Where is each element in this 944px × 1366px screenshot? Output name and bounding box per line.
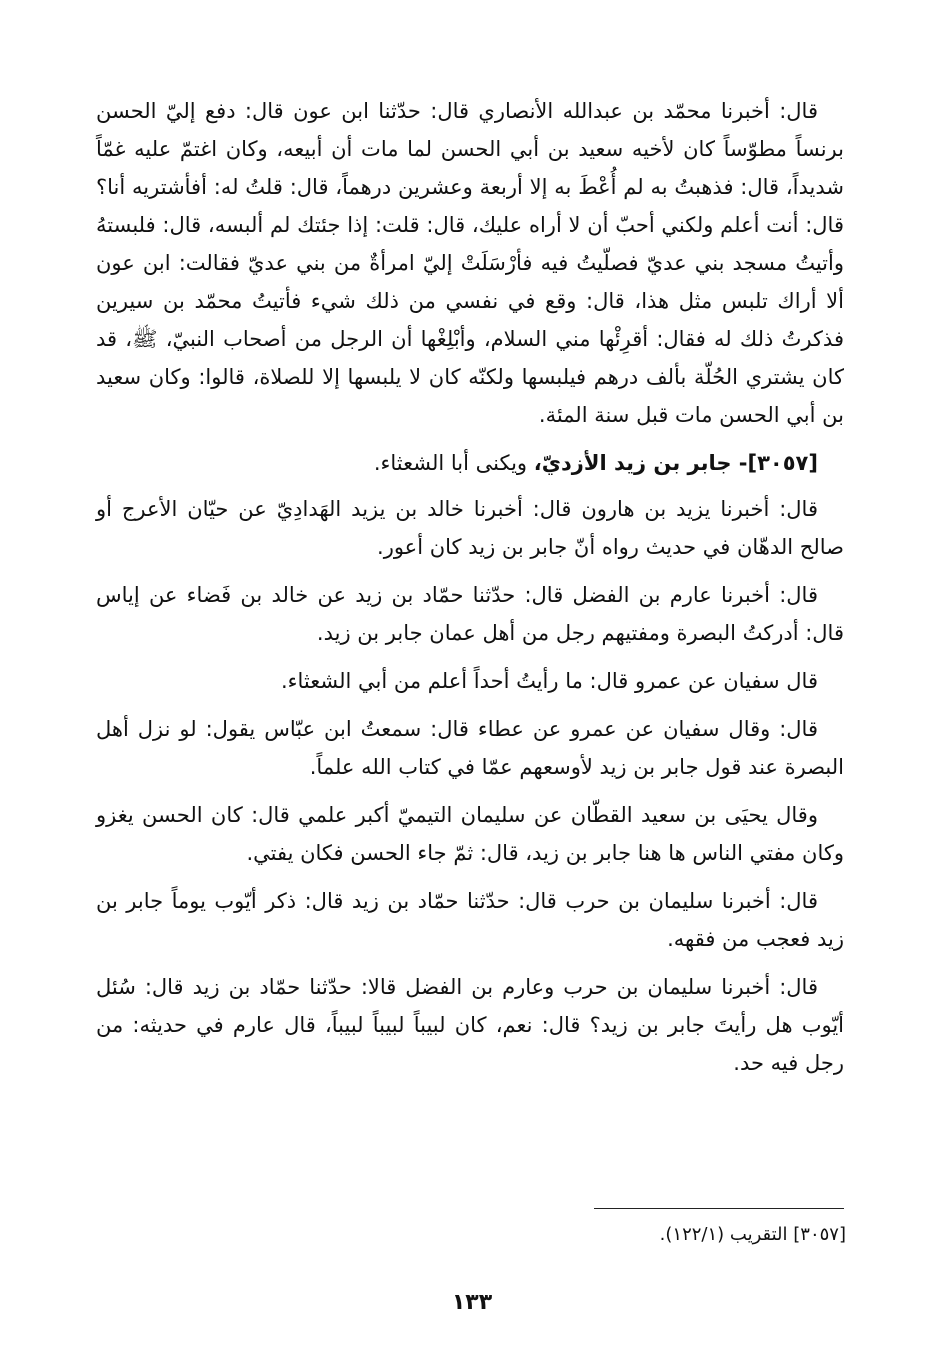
footnote-divider <box>594 1208 844 1209</box>
paragraph-arim-ibn-fadl: قال: أخبرنا عارم بن الفضل قال: حدّثنا حمّاد بن زيد عن خالد بن فَضاء عن إياس قال: أدركتُ البصرة ومفتيهم رجل من أهل عمان جابر بن زيد. <box>96 583 844 645</box>
entry-heading-title: [٣٠٥٧]- جابر بن زيد الأزديّ، <box>533 451 818 475</box>
paragraph-yahya-qattan: وقال يحيَى بن سعيد القطّان عن سليمان التيميّ أكبر علمي قال: كان الحسن يغزو وكان مفتي الناس ها هنا جابر بن زيد، قال: ثمّ جاء الحسن فكان يفتي. <box>96 803 844 865</box>
page-number: ١٣٣ <box>451 1290 493 1315</box>
paragraph-ibn-abbas: قال: وقال سفيان عن عمرو عن عطاء قال: سمعتُ ابن عبّاس يقول: لو نزل أهل البصرة عند قول جابر بن زيد لأوسعهم عمّا في كتاب الله علماً. <box>96 717 844 779</box>
paragraph-yazid-ibn-harun: قال: أخبرنا يزيد بن هارون قال: أخبرنا خالد بن يزيد الهَدادِيّ عن حيّان الأعرج أو صالح الدهّان في حديث رواه أنّ جابر بن زيد كان أعور. <box>96 497 844 559</box>
paragraph-sufyan-amr: قال سفيان عن عمرو قال: ما رأيتُ أحداً أعلم من أبي الشعثاء. <box>280 669 818 693</box>
footnote: [٣٠٥٧] التقريب (١٢٢/١). <box>659 1224 846 1245</box>
entry-heading-3057 <box>96 444 844 482</box>
paragraph-ayyub-question: قال: أخبرنا سليمان بن حرب وعارم بن الفضل قالا: حدّثنا حمّاد بن زيد قال: سُئل أيّوب هل رأيتَ جابر بن زيد؟ قال: نعم، كان لبيباً لبيباً لبيباً، قال عارم في حديثه: من رجل فيه حد. <box>96 975 844 1075</box>
entry-heading-kunya: ويكنى أبا الشعثاء. <box>373 451 534 475</box>
page-body <box>96 92 844 1092</box>
paragraph-sulayman-harb: قال: أخبرنا سليمان بن حرب قال: حدّثنا حمّاد بن زيد قال: ذكر أيّوب يوماً جابر بن زيد فعجب من فقهه. <box>96 889 844 951</box>
paragraph-ibn-awn-burnus: قال: أخبرنا محمّد بن عبدالله الأنصاري قال: حدّثنا ابن عون قال: دفع إليّ الحسن برنساً مطوّساً كان لأخيه سعيد بن أبي الحسن لما مات أن أبيعه، وكان اغتمّ عليه غمّاً شديداً، قال: فذهبتُ به لم أُعْطَ به إلا أربعة وعشرين درهماً، قال: قلتُ له: أفأشتريه أنا؟ قال: أنت أعلم ولكني أحبّ أن لا أراه عليك، قال: قلت: إذا جئتك لم ألبسه، قال: فلبستهُ وأتيتُ مسجد بني عديّ فصلّيتُ فيه فأرْسَلَتْ إليّ امرأةٌ من بني عديّ فقالت: ابن عون ألا أراك تلبس مثل هذا، قال: وقع في نفسي من ذلك شيء فأتيتُ محمّد بن سيرين فذكرتُ ذلك له فقال: أقرِئْها مني السلام، وأبْلِغْها أن الرجل من أصحاب النبيّ، ﷺ، قد كان يشتري الحُلّة بألف درهم فيلبسها ولكنّه كان لا يلبسها إلا للصلاة، قالوا: وكان سعيد بن أبي الحسن مات قبل سنة المئة. <box>96 99 844 427</box>
